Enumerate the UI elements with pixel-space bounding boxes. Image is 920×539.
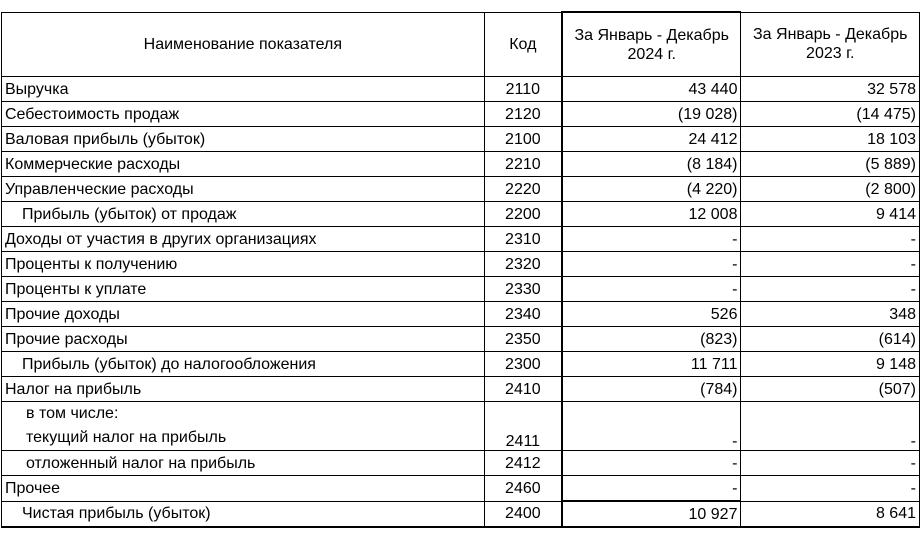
row-value-2023: 9 414 <box>741 202 920 227</box>
row-code: 2310 <box>484 227 562 252</box>
row-name-prefix: в том числе: <box>26 405 119 422</box>
table-row <box>2 476 920 502</box>
table-row <box>2 177 920 202</box>
row-value-2023: - <box>741 476 920 502</box>
row-value-2023: (14 475) <box>741 102 920 127</box>
row-code: 2320 <box>484 252 562 277</box>
row-value-2024: 43 440 <box>562 77 741 102</box>
table-row <box>2 302 920 327</box>
row-name: Налог на прибыль <box>2 377 485 402</box>
row-value-2023: (5 889) <box>741 152 920 177</box>
table-row <box>2 277 920 302</box>
row-name: Коммерческие расходы <box>2 152 485 177</box>
row-code: 2220 <box>484 177 562 202</box>
row-value-2023: - <box>741 402 920 451</box>
row-value-2024: - <box>562 277 741 302</box>
row-value-2023: (614) <box>741 327 920 352</box>
row-value-2023: - <box>741 277 920 302</box>
table-row <box>2 227 920 252</box>
row-name: Прочие расходы <box>2 327 485 352</box>
row-code: 2340 <box>484 302 562 327</box>
row-code: 2411 <box>484 402 562 451</box>
header-code: Код <box>484 12 562 77</box>
row-value-2023: 348 <box>741 302 920 327</box>
header-period-2023: За Январь - Декабрь 2023 г. <box>741 12 920 77</box>
financial-results-table <box>1 11 920 528</box>
table-row <box>2 252 920 277</box>
row-value-2024: 24 412 <box>562 127 741 152</box>
row-name: Управленческие расходы <box>2 177 485 202</box>
row-code: 2460 <box>484 476 562 502</box>
row-value-2024: 526 <box>562 302 741 327</box>
row-value-2023: (2 800) <box>741 177 920 202</box>
header-row <box>2 12 920 77</box>
row-code: 2110 <box>484 77 562 102</box>
row-value-2023: 32 578 <box>741 77 920 102</box>
row-code: 2410 <box>484 377 562 402</box>
row-value-2024: - <box>562 451 741 476</box>
row-value-2023: - <box>741 227 920 252</box>
row-code: 2300 <box>484 352 562 377</box>
row-value-2024: - <box>562 402 741 451</box>
row-value-2024: - <box>562 476 741 502</box>
row-name: Проценты к уплате <box>2 277 485 302</box>
row-code: 2120 <box>484 102 562 127</box>
row-code: 2100 <box>484 127 562 152</box>
table-row <box>2 352 920 377</box>
row-name: Прочее <box>2 476 485 502</box>
table-row <box>2 402 920 451</box>
row-name: Прибыль (убыток) до налогообложения <box>2 352 485 377</box>
row-value-2023: 8 641 <box>741 501 920 527</box>
row-value-2024: (823) <box>562 327 741 352</box>
row-name: отложенный налог на прибыль <box>2 451 485 476</box>
row-value-2024: 11 711 <box>562 352 741 377</box>
row-name: Прочие доходы <box>2 302 485 327</box>
header-period-2024: За Январь - Декабрь 2024 г. <box>562 12 741 77</box>
row-name: Чистая прибыль (убыток) <box>2 501 485 527</box>
table-row <box>2 451 920 476</box>
row-value-2024: 10 927 <box>562 501 741 527</box>
row-name: Проценты к получению <box>2 252 485 277</box>
header-name: Наименование показателя <box>2 12 485 77</box>
table-row <box>2 202 920 227</box>
row-code: 2210 <box>484 152 562 177</box>
row-value-2024: (8 184) <box>562 152 741 177</box>
table-row <box>2 501 920 527</box>
table-row <box>2 377 920 402</box>
row-name-main: текущий налог на прибыль <box>26 429 227 446</box>
row-value-2024: (784) <box>562 377 741 402</box>
row-name: Выручка <box>2 77 485 102</box>
row-value-2023: - <box>741 252 920 277</box>
row-value-2023: - <box>741 451 920 476</box>
row-value-2023: 9 148 <box>741 352 920 377</box>
row-code: 2350 <box>484 327 562 352</box>
table-row <box>2 152 920 177</box>
row-name: Доходы от участия в других организациях <box>2 227 485 252</box>
row-value-2024: - <box>562 227 741 252</box>
table-row <box>2 102 920 127</box>
row-code: 2200 <box>484 202 562 227</box>
row-value-2023: 18 103 <box>741 127 920 152</box>
row-code: 2400 <box>484 501 562 527</box>
row-value-2023: (507) <box>741 377 920 402</box>
row-value-2024: - <box>562 252 741 277</box>
row-name: Валовая прибыль (убыток) <box>2 127 485 152</box>
table-row <box>2 127 920 152</box>
table-row <box>2 327 920 352</box>
row-value-2024: (4 220) <box>562 177 741 202</box>
row-value-2024: 12 008 <box>562 202 741 227</box>
row-code: 2412 <box>484 451 562 476</box>
row-value-2024: (19 028) <box>562 102 741 127</box>
row-name <box>2 402 485 451</box>
row-code: 2330 <box>484 277 562 302</box>
row-name: Прибыль (убыток) от продаж <box>2 202 485 227</box>
table-row <box>2 77 920 102</box>
row-name: Себестоимость продаж <box>2 102 485 127</box>
